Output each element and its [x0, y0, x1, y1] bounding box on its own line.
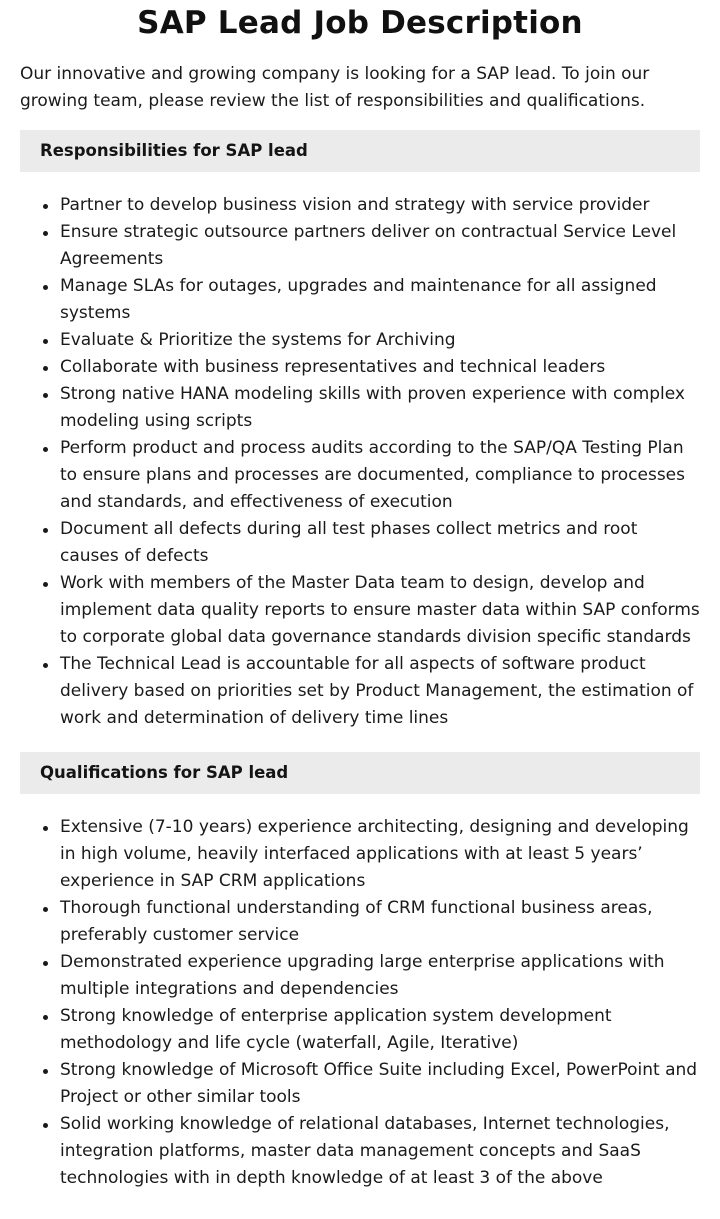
list-item: Partner to develop business vision and strategy with service provider: [60, 192, 700, 219]
qualifications-heading: Qualifications for SAP lead: [20, 752, 700, 794]
list-item: Strong knowledge of enterprise application system development methodology and life cycle (waterfall, Agile, Iterative): [60, 1003, 700, 1057]
responsibilities-list: [20, 192, 700, 732]
list-item: Demonstrated experience upgrading large enterprise applications with multiple integrations and dependencies: [60, 949, 700, 1003]
list-item: Extensive (7-10 years) experience architecting, designing and developing in high volume, heavily interfaced applications with at least 5 years’ experience in SAP CRM applications: [60, 814, 700, 895]
list-item: Document all defects during all test phases collect metrics and root causes of defects: [60, 516, 700, 570]
list-item: Work with members of the Master Data team to design, develop and implement data quality reports to ensure master data within SAP conforms to corporate global data governance standards division specific standards: [60, 570, 700, 651]
list-item: Strong native HANA modeling skills with proven experience with complex modeling using scripts: [60, 381, 700, 435]
list-item: Perform product and process audits according to the SAP/QA Testing Plan to ensure plans and processes are documented, compliance to processes and standards, and effectiveness of execution: [60, 435, 700, 516]
list-item: Collaborate with business representatives and technical leaders: [60, 354, 700, 381]
intro-paragraph: Our innovative and growing company is looking for a SAP lead. To join our growing team, please review the list of responsibilities and qualifications.: [20, 64, 650, 111]
responsibilities-heading: Responsibilities for SAP lead: [20, 130, 700, 172]
list-item: Manage SLAs for outages, upgrades and maintenance for all assigned systems: [60, 273, 700, 327]
list-item: Ensure strategic outsource partners deliver on contractual Service Level Agreements: [60, 219, 700, 273]
page-title: SAP Lead Job Description: [137, 5, 583, 41]
list-item: Strong knowledge of Microsoft Office Suite including Excel, PowerPoint and Project or other similar tools: [60, 1057, 700, 1111]
list-item: The Technical Lead is accountable for all aspects of software product delivery based on priorities set by Product Management, the estimation of work and determination of delivery time lines: [60, 651, 700, 732]
list-item: Thorough functional understanding of CRM functional business areas, preferably customer service: [60, 895, 700, 949]
qualifications-list: [20, 814, 700, 1192]
list-item: Evaluate & Prioritize the systems for Archiving: [60, 327, 700, 354]
list-item: Solid working knowledge of relational databases, Internet technologies, integration platforms, master data management concepts and SaaS technologies with in depth knowledge of at least 3 of the above: [60, 1111, 700, 1192]
